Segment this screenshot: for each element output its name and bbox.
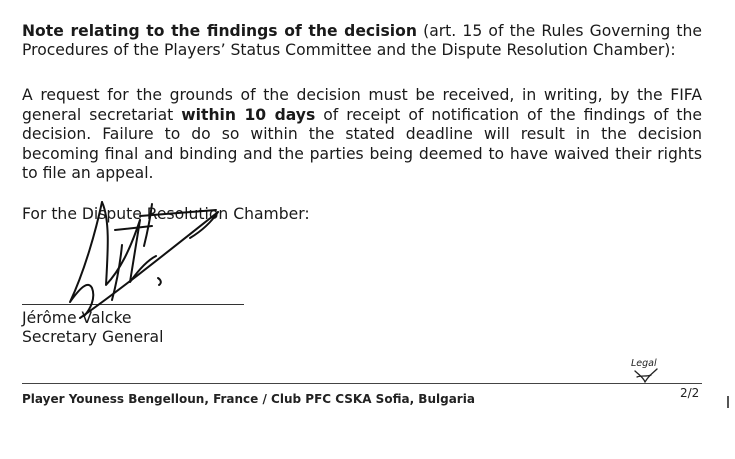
note-heading-title: Note relating to the findings of the decision: [22, 22, 417, 40]
footer-divider: [22, 383, 702, 384]
chamber-label: For the Dispute Resolution Chamber:: [22, 205, 310, 223]
notice-deadline: within 10 days: [181, 105, 316, 124]
signatory-name: Jérôme Valcke: [22, 309, 132, 327]
notice-text-part2: of receipt of notification of the findings of the decision. Failure to do so within the stated deadline will result in the decision becoming final and binding and the parties being deemed to have waived their rights to file an appeal.: [22, 105, 702, 183]
notice-text-part1: A request for the grounds of the decision must be received, in writing, by the FIFA general secretariat: [22, 86, 702, 124]
notice-paragraph: [22, 86, 702, 184]
handwritten-signature: [40, 190, 270, 330]
page-number: 2/2: [680, 386, 700, 400]
note-heading-reference: (art. 15 of the Rules Governing the Procedures of the Players’ Status Committee and the Dispute Resolution Chamber):: [22, 22, 702, 59]
signatory-title: Secretary General: [22, 328, 164, 346]
legal-stamp: Legal: [631, 358, 657, 369]
note-heading: [22, 22, 702, 60]
scan-edge-mark: [727, 396, 729, 408]
footer-case-reference: Player Youness Bengelloun, France / Club PFC CSKA Sofia, Bulgaria: [22, 392, 475, 406]
